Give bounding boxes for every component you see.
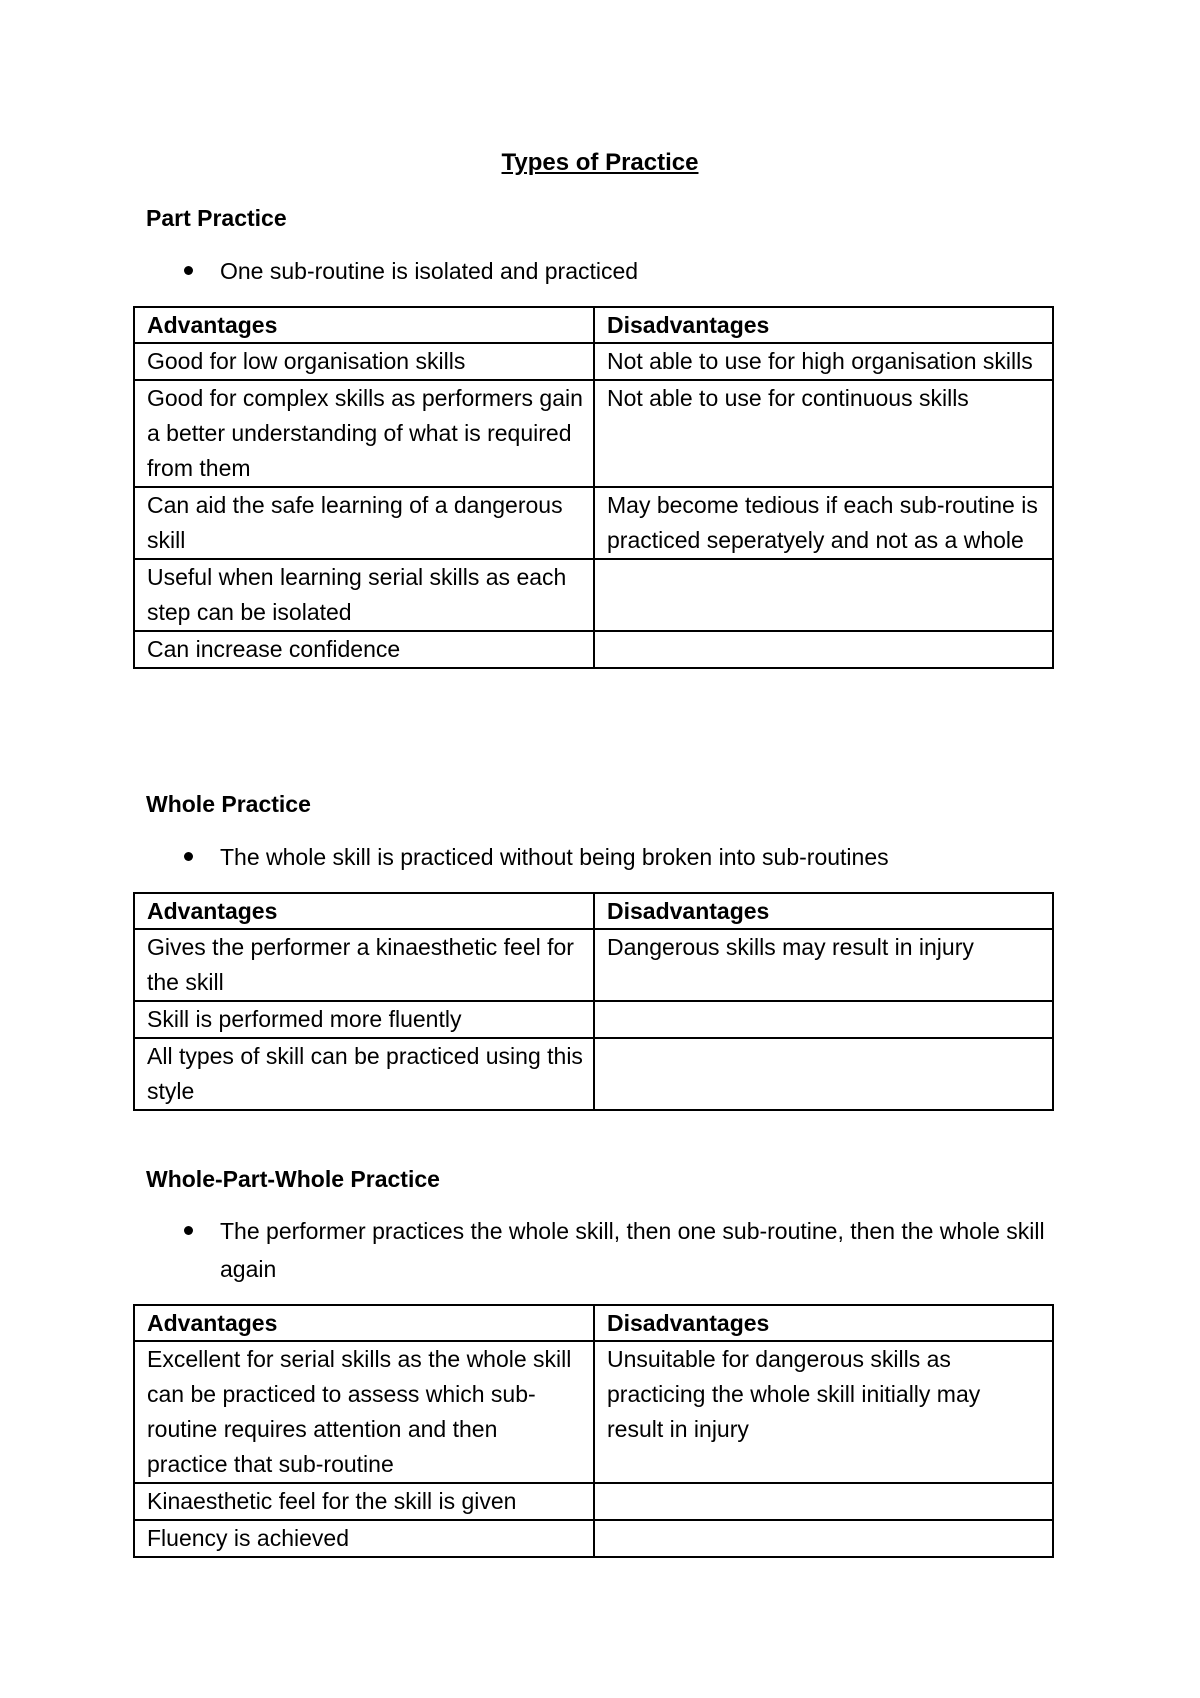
disadvantage-cell: Not able to use for high organisation skills <box>594 343 1053 380</box>
bullet-text: The performer practices the whole skill, then one sub-routine, then the whole skill again <box>220 1218 1045 1282</box>
column-header-advantages: Advantages <box>134 307 594 343</box>
table-row <box>134 1341 1053 1483</box>
disadvantage-cell: May become tedious if each sub-routine is practiced seperatyely and not as a whole <box>594 487 1053 559</box>
table-header-row <box>134 893 1053 929</box>
disadvantage-cell: Unsuitable for dangerous skills as practicing the whole skill initially may result in injury <box>594 1341 1053 1483</box>
page-title: Types of Practice <box>501 149 699 176</box>
disadvantage-cell <box>594 559 1053 631</box>
advantage-cell: Skill is performed more fluently <box>134 1001 594 1038</box>
bullet-text: One sub-routine is isolated and practiced <box>220 258 639 284</box>
table-row <box>134 380 1053 487</box>
section-heading-whole-practice: Whole Practice <box>146 791 311 817</box>
column-header-disadvantages: Disadvantages <box>594 893 1053 929</box>
advantage-cell: Good for complex skills as performers gain a better understanding of what is required from them <box>134 380 594 487</box>
table-row <box>134 343 1053 380</box>
disadvantage-cell: Dangerous skills may result in injury <box>594 929 1053 1001</box>
disadvantage-cell <box>594 1483 1053 1520</box>
advantage-cell: Can aid the safe learning of a dangerous skill <box>134 487 594 559</box>
whole-part-whole-practice-table <box>133 1304 1054 1558</box>
advantage-cell: Useful when learning serial skills as each step can be isolated <box>134 559 594 631</box>
table-header-row <box>134 307 1053 343</box>
bullet-list <box>180 1212 1060 1288</box>
advantage-cell: Can increase confidence <box>134 631 594 668</box>
advantage-cell: Excellent for serial skills as the whole skill can be practiced to assess which sub-routine requires attention and then practice that sub-routine <box>134 1341 594 1483</box>
column-header-disadvantages: Disadvantages <box>594 1305 1053 1341</box>
table-row <box>134 1001 1053 1038</box>
part-practice-table <box>133 306 1054 669</box>
table-header-row <box>134 1305 1053 1341</box>
disadvantage-cell: Not able to use for continuous skills <box>594 380 1053 487</box>
table-row <box>134 929 1053 1001</box>
bullet-text: The whole skill is practiced without being broken into sub-routines <box>220 844 889 870</box>
bullet-icon <box>184 1226 193 1235</box>
whole-practice-table <box>133 892 1054 1111</box>
column-header-advantages: Advantages <box>134 1305 594 1341</box>
section-heading-part-practice: Part Practice <box>146 205 287 231</box>
disadvantage-cell <box>594 631 1053 668</box>
list-item <box>180 838 1060 876</box>
section-heading-whole-part-whole-practice: Whole-Part-Whole Practice <box>146 1166 440 1192</box>
table-row <box>134 1038 1053 1110</box>
advantage-cell: Fluency is achieved <box>134 1520 594 1557</box>
bullet-list <box>180 838 1060 876</box>
table-row <box>134 487 1053 559</box>
bullet-list <box>180 252 1060 290</box>
advantage-cell: Gives the performer a kinaesthetic feel for the skill <box>134 929 594 1001</box>
disadvantage-cell <box>594 1038 1053 1110</box>
advantage-cell: Kinaesthetic feel for the skill is given <box>134 1483 594 1520</box>
list-item <box>180 252 1060 290</box>
table-row <box>134 631 1053 668</box>
column-header-disadvantages: Disadvantages <box>594 307 1053 343</box>
bullet-icon <box>184 266 193 275</box>
advantage-cell: Good for low organisation skills <box>134 343 594 380</box>
column-header-advantages: Advantages <box>134 893 594 929</box>
disadvantage-cell <box>594 1001 1053 1038</box>
table-row <box>134 559 1053 631</box>
bullet-icon <box>184 852 193 861</box>
disadvantage-cell <box>594 1520 1053 1557</box>
list-item <box>180 1212 1060 1288</box>
table-row <box>134 1520 1053 1557</box>
table-row <box>134 1483 1053 1520</box>
advantage-cell: All types of skill can be practiced using this style <box>134 1038 594 1110</box>
